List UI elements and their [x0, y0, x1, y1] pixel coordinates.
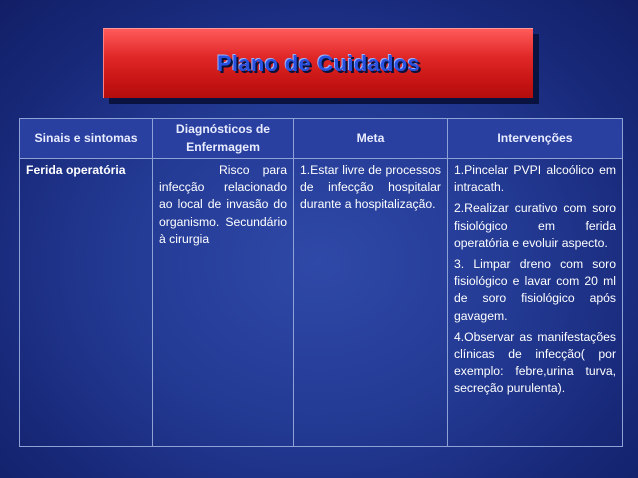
care-plan-table [19, 118, 623, 447]
cell-diagnostico: Risco para infecção relacionado ao local de invasão do organismo. Secundário à cirurgia [153, 159, 294, 446]
cell-meta: 1.Estar livre de processos de infecção hospitalar durante a hospitalização. [294, 159, 448, 446]
header-sinais: Sinais e sintomas [20, 119, 153, 159]
header-meta: Meta [294, 119, 448, 159]
intervention-item: 4.Observar as manifestações clínicas de infecção( por exemplo: febre,urina turva, secreção purulenta). [454, 329, 616, 396]
cell-sinais: Ferida operatória [20, 159, 153, 446]
slide-title: Plano de Cuidados [216, 50, 421, 76]
intervention-item: 3. Limpar dreno com soro fisiológico e lavar com 20 ml de soro fisiológico após gavagem. [454, 257, 616, 323]
header-diagnosticos: Diagnósticos de Enfermagem [153, 119, 294, 159]
header-intervencoes: Intervenções [448, 119, 622, 159]
intervention-item: 2.Realizar curativo com soro fisiológico em ferida operatória e evoluir aspecto. [454, 201, 616, 250]
title-box [103, 28, 533, 98]
cell-intervencoes [448, 159, 622, 446]
intervention-item: 1.Pincelar PVPI alcoólico em intracath. [454, 163, 616, 195]
